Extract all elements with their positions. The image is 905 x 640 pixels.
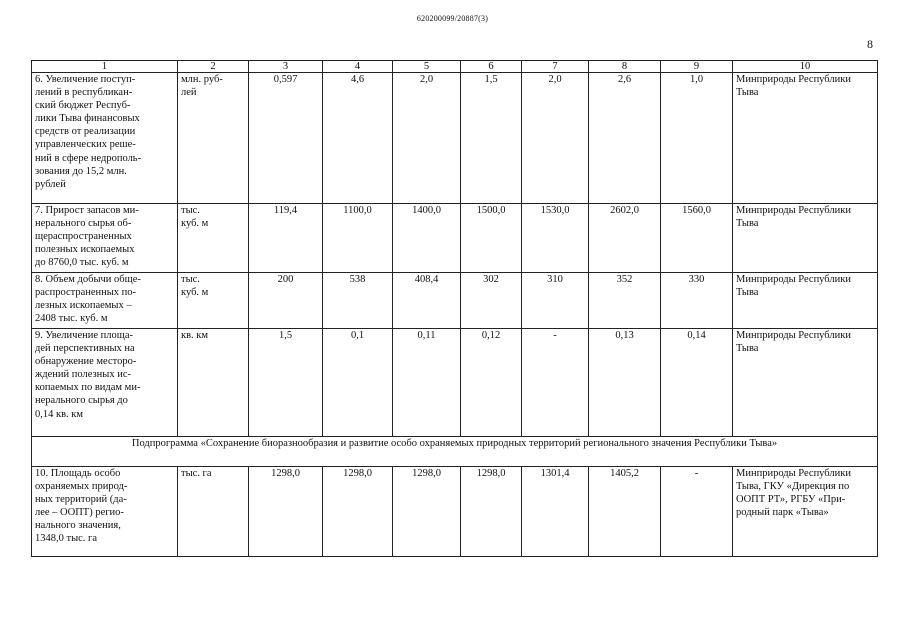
indicator-name-cell: 8. Объем добычи обще- распространенных по- лезных ископаемых – 2408 тыс. куб. м [32,273,178,329]
value-cell: 1,5 [249,329,323,437]
value-cell: 408,4 [393,273,461,329]
value-cell: 1298,0 [461,467,522,557]
value-cell: 330 [661,273,733,329]
table-row [32,329,878,437]
value-cell: - [522,329,589,437]
value-cell: 0,597 [249,73,323,204]
responsible-cell: Минприроды Республики Тыва [733,329,878,437]
indicator-name-cell: 6. Увеличение поступ- лений в республикан- ский бюджет Респуб- лики Тыва финансовых средств от реализации управленческих реше- ний в сфере недрополь- зования до 15,2 млн. рублей [32,73,178,204]
value-cell: 1100,0 [323,204,393,273]
value-cell: 1298,0 [249,467,323,557]
header-row [32,61,878,73]
value-cell: 1,0 [661,73,733,204]
value-cell: 1298,0 [393,467,461,557]
unit-cell: кв. км [178,329,249,437]
value-cell: 1301,4 [522,467,589,557]
value-cell: 2602,0 [589,204,661,273]
responsible-cell: Минприроды Республики Тыва [733,204,878,273]
column-header: 10 [733,61,878,73]
indicator-name-cell: 10. Площадь особо охраняемых природ- ных территорий (да- лее – ООПТ) регио- нального значения, 1348,0 тыс. га [32,467,178,557]
value-cell: 4,6 [323,73,393,204]
unit-cell: тыс. куб. м [178,273,249,329]
responsible-cell: Минприроды Республики Тыва, ГКУ «Дирекция по ООПТ РТ», РГБУ «При- родный парк «Тыва» [733,467,878,557]
value-cell: 538 [323,273,393,329]
value-cell: 1500,0 [461,204,522,273]
column-header: 9 [661,61,733,73]
value-cell: 1,5 [461,73,522,204]
unit-cell: тыс. куб. м [178,204,249,273]
value-cell: 310 [522,273,589,329]
value-cell: 200 [249,273,323,329]
value-cell: 119,4 [249,204,323,273]
table-row [32,273,878,329]
unit-cell: тыс. га [178,467,249,557]
value-cell: 0,12 [461,329,522,437]
column-header: 8 [589,61,661,73]
column-header: 6 [461,61,522,73]
column-header: 3 [249,61,323,73]
responsible-cell: Минприроды Республики Тыва [733,73,878,204]
value-cell: 2,6 [589,73,661,204]
value-cell: - [661,467,733,557]
document-code: 620200099/20887(3) [416,14,489,23]
indicators-table [31,60,878,557]
value-cell: 2,0 [393,73,461,204]
column-header: 5 [393,61,461,73]
value-cell: 1298,0 [323,467,393,557]
value-cell: 0,14 [661,329,733,437]
indicator-name-cell: 7. Прирост запасов ми- нерального сырья об- щераспространенных полезных ископаемых до 8760,0 тыс. куб. м [32,204,178,273]
unit-cell: млн. руб- лей [178,73,249,204]
value-cell: 2,0 [522,73,589,204]
column-header: 1 [32,61,178,73]
value-cell: 1405,2 [589,467,661,557]
page-number: 8 [867,37,873,51]
indicator-name-cell: 9. Увеличение площа- дей перспективных на обнаружение месторо- ждений полезных ис- копаемых по видам ми- нерального сырья до 0,14 кв. км [32,329,178,437]
table-row [32,73,878,204]
value-cell: 1400,0 [393,204,461,273]
value-cell: 352 [589,273,661,329]
table-row [32,467,878,557]
value-cell: 0,1 [323,329,393,437]
subprogram-title: Подпрограмма «Сохранение биоразнообразия и развитие особо охраняемых природных территорий регионального значения Республики Тыва» [32,437,878,467]
subprogram-row [32,437,878,467]
value-cell: 1560,0 [661,204,733,273]
responsible-cell: Минприроды Республики Тыва [733,273,878,329]
value-cell: 302 [461,273,522,329]
table-row [32,204,878,273]
column-header: 2 [178,61,249,73]
value-cell: 0,13 [589,329,661,437]
column-header: 7 [522,61,589,73]
value-cell: 0,11 [393,329,461,437]
column-header: 4 [323,61,393,73]
value-cell: 1530,0 [522,204,589,273]
